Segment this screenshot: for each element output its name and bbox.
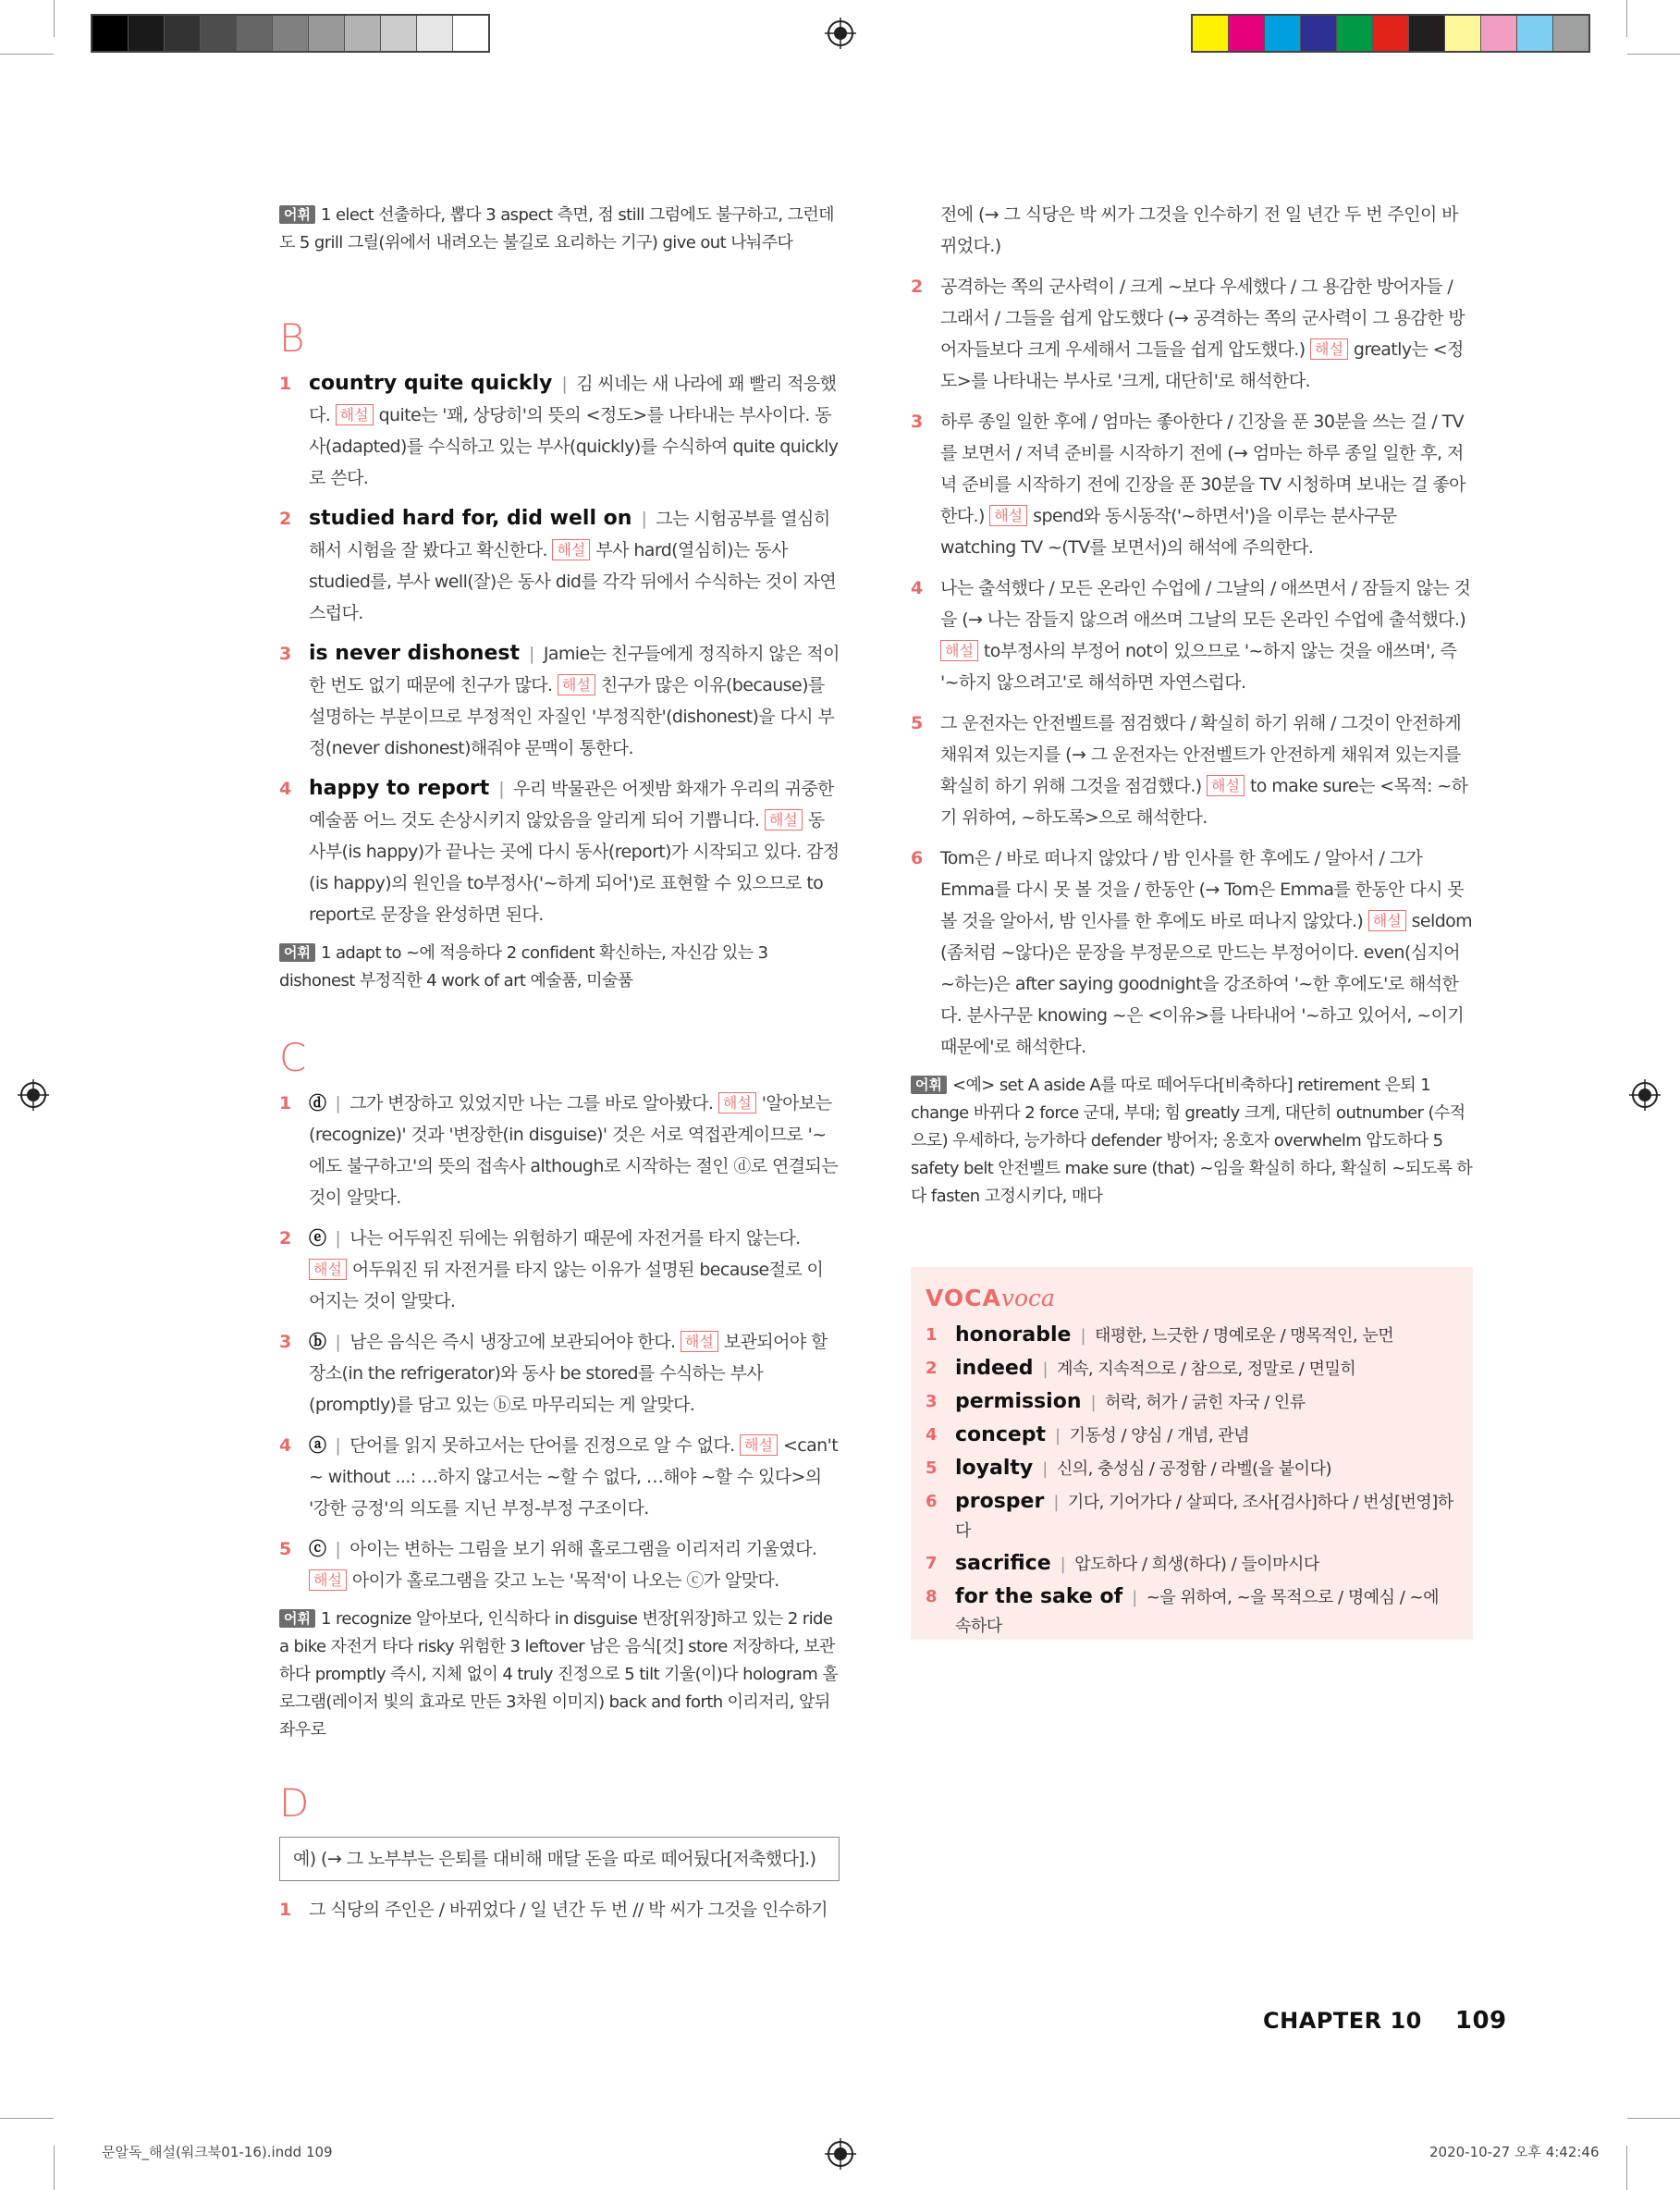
separator: |	[1055, 1426, 1061, 1446]
d-item	[911, 843, 1473, 1063]
separator: |	[1060, 1555, 1066, 1574]
color-swatch	[1516, 16, 1552, 51]
color-swatch	[236, 16, 272, 51]
crop-mark	[1626, 0, 1627, 37]
item-number: 1	[279, 1093, 291, 1113]
voca-meaning: 계속, 지속적으로 / 참으로, 정말로 / 면밀히	[1057, 1360, 1356, 1379]
page-number: 109	[1454, 2007, 1507, 2035]
korean-translation: 남은 음식은 즉시 냉장고에 보관되어야 한다.	[349, 1332, 676, 1352]
answer-text: is never dishonest	[309, 642, 521, 665]
color-swatch	[128, 16, 164, 51]
voca-word: permission	[955, 1390, 1082, 1413]
separator: |	[1042, 1360, 1048, 1379]
explanation-text: <can't ~ without ...: …하지 않고서는 ~할 수 없다, …해야 ~할 수 있다>의 '강한 긍정'의 의도를 지닌 부정-부정 구조이다.	[309, 1435, 839, 1519]
color-swatch	[380, 16, 416, 51]
item-number: 5	[911, 713, 923, 733]
item-number: 2	[279, 509, 291, 529]
color-swatch	[308, 16, 344, 51]
crop-mark	[1627, 54, 1680, 55]
c-item	[279, 1430, 840, 1524]
crop-mark	[0, 2118, 54, 2119]
item-number: 4	[279, 779, 291, 799]
answer-letter: ⓒ	[309, 1539, 326, 1559]
voca-meaning: 신의, 충성심 / 공정함 / 라벨(을 붙이다)	[1056, 1459, 1331, 1479]
color-swatch	[344, 16, 380, 51]
c-item	[279, 1533, 840, 1596]
item-number: 4	[279, 1435, 291, 1456]
voca-item	[926, 1582, 1458, 1641]
korean-translation: 아이는 변하는 그림을 보기 위해 홀로그램을 이리저리 기울였다.	[349, 1539, 817, 1559]
grayscale-color-bar	[91, 14, 490, 53]
vocab-tag: 어휘	[279, 1609, 315, 1628]
registration-mark-icon	[825, 18, 856, 49]
explanation-tag: 해설	[1368, 910, 1406, 931]
color-swatch	[272, 16, 308, 51]
voca-list	[926, 1321, 1458, 1641]
separator: |	[529, 644, 534, 664]
d-item	[911, 707, 1473, 833]
explanation-tag: 해설	[940, 640, 978, 661]
color-swatch	[416, 16, 452, 51]
left-column	[279, 202, 840, 1935]
slug-timestamp: 2020-10-27 오후 4:42:46	[1429, 2144, 1600, 2160]
voca-number: 6	[926, 1492, 938, 1511]
explanation-text: 아이가 홀로그램을 갖고 노는 '목적'이 나오는 ⓒ가 알맞다.	[351, 1570, 779, 1591]
voca-number: 4	[926, 1425, 938, 1445]
voca-number: 1	[926, 1325, 938, 1345]
vocab-tag: 어휘	[279, 943, 315, 962]
voca-title-italic: voca	[1000, 1285, 1055, 1311]
voca-meaning: 기다, 기어가다 / 살피다, 조사[검사]하다 / 번성[번영]하다	[955, 1493, 1453, 1541]
answer-letter: ⓓ	[309, 1093, 326, 1113]
color-swatch	[92, 16, 128, 51]
vocab-text: <예> set A aside A를 따로 떼어두다[비축하다] retirement 은퇴 1 change 바뀌다 2 force 군대, 부대; 힘 greatly 크게, 대단히 outnumber (수적으로) 우세하다, 능가하다 defender 방어자; 옹호자 overwhelm 압도하다 5 safety belt 안전벨트 make sure (that) ~임을 확실히 하다, 확실히 ~되도록 하다 fasten 고정시키다, 매다	[911, 1076, 1473, 1206]
korean-translation: 김 씨네는 새 나라에 꽤 빨리 적응했다.	[309, 374, 837, 425]
explanation-tag: 해설	[740, 1434, 778, 1456]
voca-meaning: 기동성 / 양심 / 개념, 관념	[1069, 1426, 1250, 1446]
answer-letter: ⓐ	[309, 1435, 326, 1456]
explanation-text: greatly는 <정도>를 나타내는 부사로 '크게, 대단히'로 해석한다.	[940, 339, 1464, 391]
korean-translation: 나는 어두워진 뒤에는 위험하기 때문에 자전거를 타지 않는다.	[349, 1228, 801, 1249]
vocab-tag: 어휘	[279, 205, 315, 224]
explanation-text: 친구가 많은 이유(because)를 설명하는 부분이므로 부정적인 자질인 '부정직한'(dishonest)을 다시 부정(never dishonest)해줘야 문맥이 통한다.	[309, 675, 835, 758]
explanation-text: 보관되어야 할 장소(in the refrigerator)와 동사 be stored를 수식하는 부사(promptly)를 담고 있는 ⓑ로 마무리되는 게 알맞다.	[309, 1332, 828, 1415]
voca-meaning: ~을 위하여, ~을 목적으로 / 명예심 / ~에 속하다	[955, 1588, 1439, 1636]
explanation-text: 어두워진 뒤 자전거를 타지 않는 이유가 설명된 because절로 이어지는 것이 알맞다.	[309, 1260, 824, 1311]
item-number: 1	[279, 374, 291, 394]
item-text: 하루 종일 일한 후에 / 엄마는 좋아한다 / 긴장을 푼 30분을 쓰는 걸 / TV를 보면서 / 저녁 준비를 시작하기 전에 (→ 엄마는 하루 종일 일한 후, 저녁 준비를 시작하기 전에 긴장을 푼 30분을 TV 시청하며 보내는 걸 좋아한다.)	[940, 412, 1465, 526]
section-c-heading: C	[279, 1035, 307, 1080]
section-d-heading: D	[279, 1780, 310, 1826]
item-text: 전에 (→ 그 식당은 박 씨가 그것을 인수하기 전 일 년간 두 번 주인이 바뀌었다.)	[940, 204, 1458, 256]
vocab-text: 1 adapt to ~에 적응하다 2 confident 확신하는, 자신감 있는 3 dishonest 부정직한 4 work of art 예술품, 미술품	[279, 943, 768, 990]
c-item	[279, 1088, 840, 1213]
section-c-items	[279, 1088, 840, 1596]
item-number: 2	[911, 277, 923, 297]
item-number: 3	[279, 1332, 291, 1352]
korean-translation: 우리 박물관은 어젯밤 화재가 우리의 귀중한 예술품 어느 것도 손상시키지 않았음을 알리게 되어 기쁩니다.	[309, 779, 834, 830]
explanation-tag: 해설	[765, 809, 803, 830]
voca-item	[926, 1354, 1458, 1384]
b-item	[279, 503, 840, 629]
voca-word: honorable	[955, 1323, 1072, 1347]
voca-number: 7	[926, 1554, 938, 1573]
voca-number: 2	[926, 1359, 938, 1378]
chapter-label: CHAPTER 10	[1263, 2008, 1422, 2034]
color-swatch	[1552, 16, 1588, 51]
item-number: 2	[279, 1228, 291, 1249]
separator: |	[1042, 1459, 1048, 1479]
c-item	[279, 1223, 840, 1317]
separator: |	[335, 1332, 341, 1352]
korean-translation: Jamie는 친구들에게 정직하지 않은 적이 한 번도 없기 때문에 친구가 많다.	[309, 644, 840, 695]
section-c-vocab	[279, 1606, 840, 1744]
explanation-tag: 해설	[989, 505, 1027, 526]
color-swatch	[1193, 16, 1228, 51]
crop-mark	[54, 0, 55, 37]
vocab-tag: 어휘	[911, 1076, 947, 1094]
separator: |	[498, 779, 505, 799]
explanation-tag: 해설	[1207, 775, 1245, 796]
b-item	[279, 773, 840, 930]
voca-meaning: 태평한, 느긋한 / 명예로운 / 맹목적인, 눈먼	[1095, 1326, 1394, 1346]
answer-text: happy to report	[309, 777, 490, 800]
answer-text: country quite quickly	[309, 372, 553, 395]
voca-word: concept	[955, 1423, 1047, 1446]
b-item	[279, 368, 840, 494]
explanation-text: 동사부(is happy)가 끝나는 곳에 다시 동사(report)가 시작되고 있다. 감정(is happy)의 원인을 to부정사('~하게 되어')로 표현할 수 있으므로 to report로 문장을 완성하면 된다.	[309, 810, 840, 925]
separator: |	[335, 1435, 341, 1456]
registration-mark-icon	[1629, 1079, 1661, 1111]
item-text: 그 운전자는 안전벨트를 점검했다 / 확실히 하기 위해 / 그것이 안전하게 채워져 있는지를 (→ 그 운전자는 안전벨트가 안전하게 채워져 있는지를 확실히 하기 위해 그것을 점검했다.)	[940, 713, 1462, 796]
explanation-tag: 해설	[681, 1331, 718, 1352]
voca-item	[926, 1487, 1458, 1545]
item-number: 3	[279, 644, 291, 664]
separator: |	[335, 1093, 341, 1113]
color-swatch	[1372, 16, 1408, 51]
answer-text: studied hard for, did well on	[309, 507, 632, 530]
voca-item	[926, 1387, 1458, 1417]
section-b-vocab	[279, 940, 840, 995]
registration-mark-icon	[825, 2138, 856, 2170]
explanation-text: '알아보는(recognize)' 것과 '변장한(in disguise)' 것은 서로 역접관계이므로 '~에도 불구하고'의 뜻의 접속사 although로 시작하는 절인 ⓓ로 연결되는 것이 알맞다.	[309, 1093, 839, 1208]
item-number: 1	[279, 1900, 291, 1920]
color-swatch	[200, 16, 236, 51]
voca-item	[926, 1321, 1458, 1350]
explanation-tag: 해설	[552, 539, 590, 560]
separator: |	[1090, 1393, 1097, 1412]
item-text: Tom은 / 바로 떠나지 않았다 / 밤 인사를 한 후에도 / 알아서 / 그가 Emma를 다시 못 볼 것을 / 한동안 (→ Tom은 Emma를 한동안 다시 못 볼 것을 알아서, 밤 인사를 한 후에도 바로 떠나지 않았다.)	[940, 848, 1465, 931]
korean-translation: 단어를 읽지 못하고서는 단어를 진정으로 알 수 없다.	[349, 1435, 735, 1456]
color-swatch	[164, 16, 200, 51]
color-swatch	[1444, 16, 1480, 51]
item-text: 공격하는 쪽의 군사력이 / 크게 ~보다 우세했다 / 그 용감한 방어자들 / 그래서 / 그들을 쉽게 압도했다 (→ 공격하는 쪽의 군사력이 그 용감한 방어자들보다 크게 우세해서 그들을 쉽게 압도했다.)	[940, 277, 1465, 360]
crop-mark	[0, 54, 54, 55]
explanation-text: to make sure는 <목적: ~하기 위하여, ~하도록>으로 해석한다.	[940, 776, 1468, 828]
explanation-tag: 해설	[309, 1569, 347, 1591]
separator: |	[335, 1228, 341, 1249]
crop-mark	[1627, 2118, 1680, 2119]
d-item	[911, 406, 1473, 563]
vocab-text: 1 recognize 알아보다, 인식하다 in disguise 변장[위장]하고 있는 2 ride a bike 자전거 타다 risky 위험한 3 leftover 남은 음식[것] store 저장하다, 보관하다 promptly 즉시, 지체 없이 4 truly 진정으로 5 tilt 기울(이)다 hologram 홀로그램(레이저 빛의 효과로 만든 3차원 이미지) back and forth 이리저리, 앞뒤 좌우로	[279, 1609, 839, 1740]
answer-letter: ⓑ	[309, 1332, 326, 1352]
color-swatch	[1264, 16, 1300, 51]
voca-title-bold: VOCA	[926, 1285, 1001, 1311]
chapter-footer	[1263, 2007, 1507, 2035]
separator: |	[1132, 1588, 1137, 1607]
separator: |	[561, 374, 568, 394]
color-swatch	[1480, 16, 1516, 51]
item-number: 6	[911, 848, 923, 868]
right-column	[911, 202, 1473, 1211]
item-number: 4	[911, 578, 923, 598]
d-item	[911, 271, 1473, 397]
registration-mark-icon	[18, 1079, 49, 1111]
separator: |	[1053, 1493, 1059, 1512]
explanation-text: quite는 '꽤, 상당히'의 뜻의 <정도>를 나타내는 부사이다. 동사(adapted)를 수식하고 있는 부사(quickly)를 수식하여 quite quickly로 쓴다.	[309, 405, 839, 488]
korean-translation: 그는 시험공부를 열심히 해서 시험을 잘 봤다고 확신한다.	[309, 509, 830, 560]
item-number: 3	[911, 412, 923, 432]
separator: |	[1080, 1326, 1086, 1346]
section-a-vocab	[279, 202, 840, 257]
d-item-1-continued	[911, 199, 1473, 262]
explanation-text: seldom (좀처럼 ~않다)은 문장을 부정문으로 만드는 부정어이다. even(심지어 ~하는)은 after saying goodnight을 강조하여 '~한 후에도'로 해석한다. 분사구문 knowing ~은 <이유>를 나타내어 '~하고 있어서, ~이기 때문에'로 해석한다.	[940, 911, 1473, 1057]
voca-word: indeed	[955, 1357, 1034, 1380]
color-swatch	[1228, 16, 1264, 51]
item-text: 나는 출석했다 / 모든 온라인 수업에 / 그날의 / 애쓰면서 / 잠들지 않는 것을 (→ 나는 잠들지 않으려 애쓰며 그날의 모든 온라인 수업에 출석했다.)	[940, 578, 1471, 630]
explanation-text: 부사 hard(열심히)는 동사 studied를, 부사 well(잘)은 동사 did를 각각 뒤에서 수식하는 것이 자연스럽다.	[309, 540, 837, 623]
voca-meaning: 허락, 허가 / 긁힌 자국 / 인류	[1105, 1393, 1306, 1412]
b-item	[279, 638, 840, 764]
separator: |	[641, 509, 647, 529]
voca-box	[911, 1267, 1473, 1640]
voca-word: sacrifice	[955, 1552, 1051, 1575]
explanation-tag: 해설	[558, 674, 595, 695]
explanation-tag: 해설	[336, 404, 374, 425]
item-number: 5	[279, 1539, 291, 1559]
voca-meaning: 압도하다 / 희생(하다) / 들이마시다	[1074, 1555, 1319, 1574]
color-swatch	[1300, 16, 1336, 51]
korean-translation: 그가 변장하고 있었지만 나는 그를 바로 알아봤다.	[349, 1093, 714, 1113]
voca-word: loyalty	[955, 1457, 1034, 1480]
section-b-items	[279, 368, 840, 930]
explanation-text: to부정사의 부정어 not이 있으므로 '~하지 않는 것을 애쓰며', 즉 '~하지 않으려고'로 해석하면 자연스럽다.	[940, 641, 1457, 693]
vocab-text: 1 elect 선출하다, 뽑다 3 aspect 측면, 점 still 그럼에도 불구하고, 그런데도 5 grill 그릴(위에서 내려오는 불길로 요리하는 기구) give out 나눠주다	[279, 205, 834, 252]
c-item	[279, 1326, 840, 1421]
d-item	[911, 572, 1473, 698]
process-color-bar	[1191, 14, 1590, 53]
voca-number: 5	[926, 1458, 938, 1478]
section-b-heading: B	[279, 315, 305, 361]
slug-filename: 문알독_해설(워크북01-16).indd 109	[102, 2144, 333, 2160]
item-text: 그 식당의 주인은 / 바뀌었다 / 일 년간 두 번 // 박 씨가 그것을 인수하기	[309, 1900, 828, 1920]
example-box: 예) (→ 그 노부부는 은퇴를 대비해 매달 돈을 따로 떼어뒀다[저축했다].)	[279, 1837, 840, 1881]
voca-word: for the sake of	[955, 1585, 1123, 1608]
color-swatch	[1336, 16, 1372, 51]
section-d-items	[911, 271, 1473, 1063]
voca-item	[926, 1421, 1458, 1450]
color-swatch	[452, 16, 488, 51]
voca-title	[926, 1284, 1458, 1313]
section-d-vocab	[911, 1072, 1473, 1211]
crop-mark	[54, 2146, 55, 2190]
explanation-tag: 해설	[718, 1092, 756, 1113]
voca-item	[926, 1549, 1458, 1579]
voca-number: 8	[926, 1587, 938, 1606]
explanation-tag: 해설	[1310, 338, 1348, 360]
voca-word: prosper	[955, 1490, 1045, 1513]
d-item-1	[279, 1894, 840, 1925]
answer-letter: ⓔ	[309, 1228, 326, 1249]
separator: |	[335, 1539, 341, 1559]
crop-mark	[1626, 2146, 1627, 2190]
color-swatch	[1408, 16, 1444, 51]
explanation-tag: 해설	[309, 1259, 347, 1280]
voca-number: 3	[926, 1392, 938, 1411]
explanation-text: spend와 동시동작('~하면서')을 이루는 분사구문 watching TV ~(TV를 보면서)의 해석에 주의한다.	[940, 506, 1397, 558]
voca-item	[926, 1454, 1458, 1483]
